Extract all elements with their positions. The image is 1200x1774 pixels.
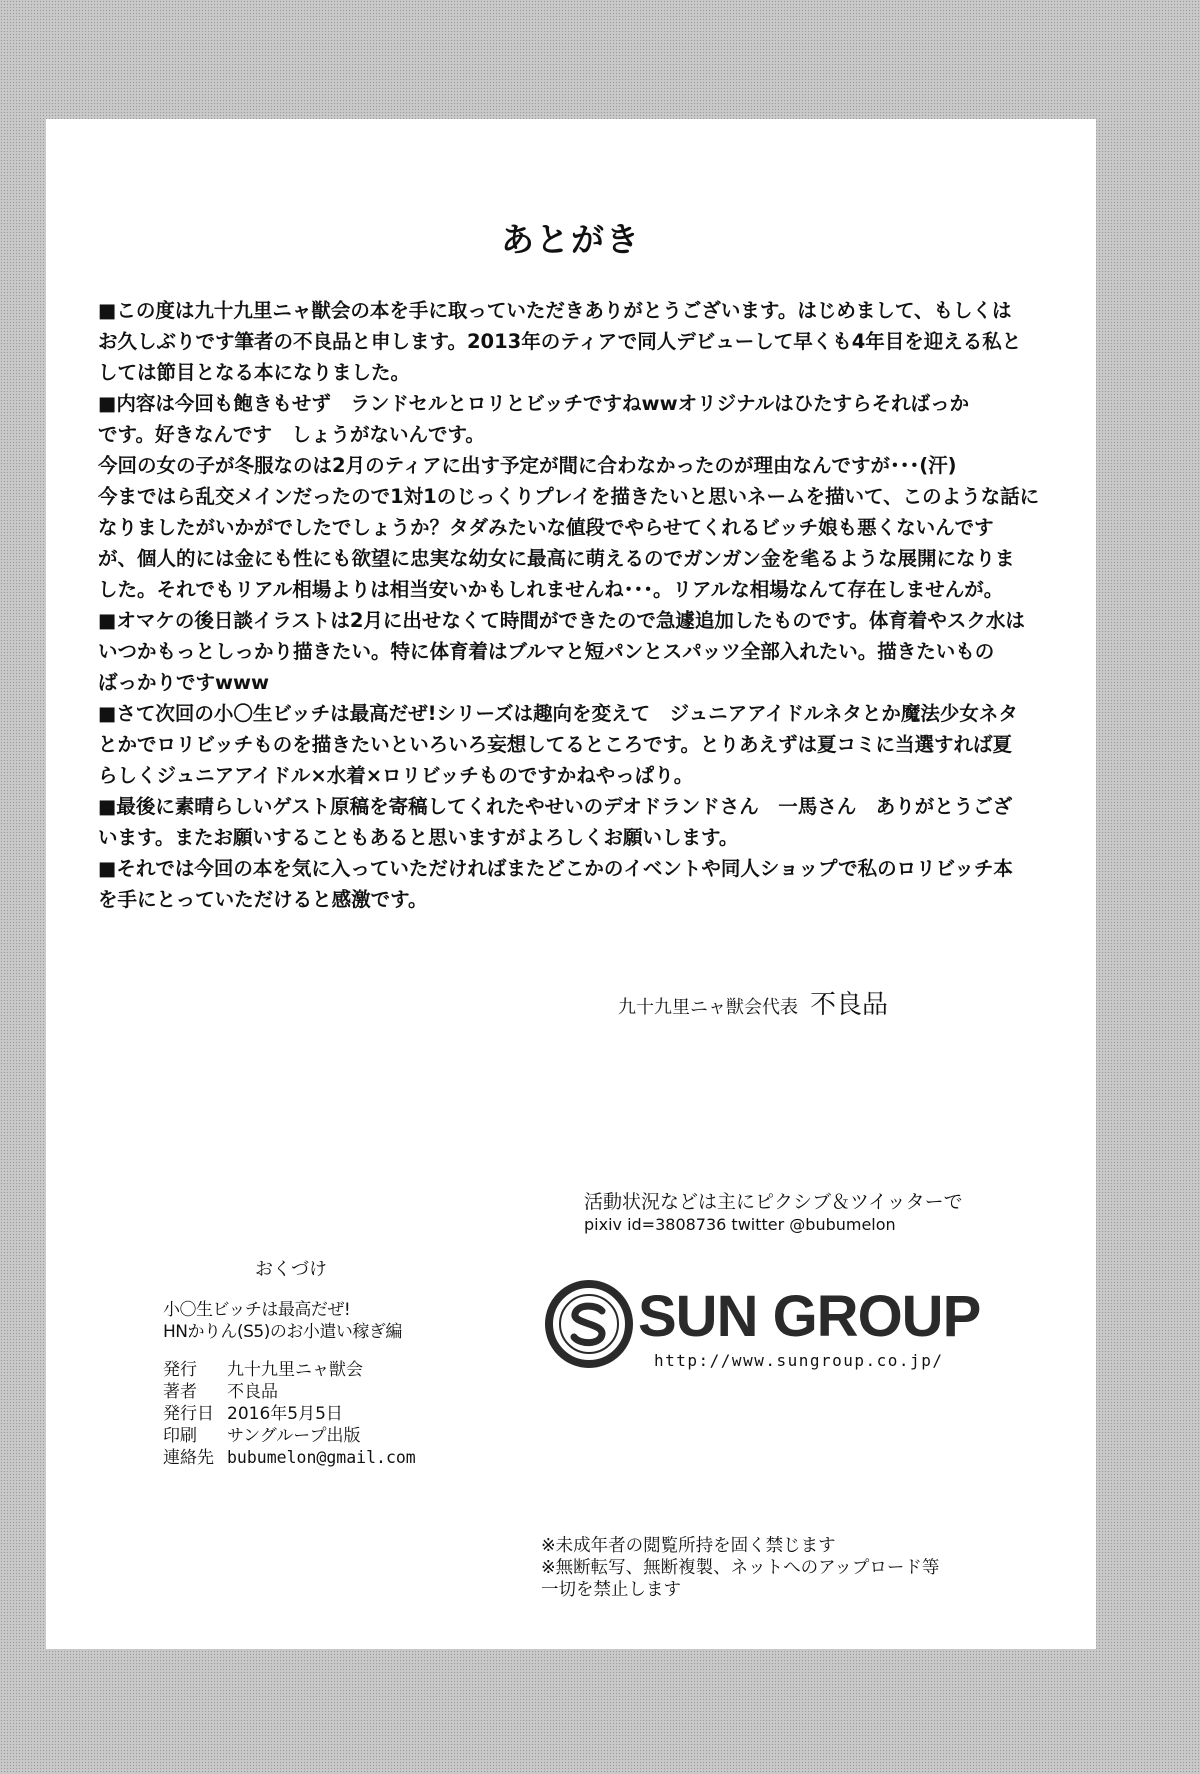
colophon-row — [163, 1359, 543, 1381]
notice-line: ※無断転写、無断複製、ネットへのアップロード等 — [541, 1558, 940, 1578]
colophon-label: 発行日 — [163, 1404, 214, 1424]
logo-wordmark: SUN GROUP — [638, 1284, 981, 1349]
colophon-book-title — [163, 1299, 543, 1343]
colophon — [163, 1257, 543, 1469]
colophon-label: 印刷 — [163, 1426, 197, 1446]
afterword-paragraph: 今回の女の子が冬服なのは2月のティアに出す予定が間に合わなかったのが理由なんですが･･･(汗) 今まではら乱交メインだったので1対1のじっくりプレイを描きたいと思いネームを描いて、このような話に なりましたがいかがでしたでしょうか？タダみたいな値段でやらせてくれるビッチ娘も悪くないんです が、個人的には金にも性にも欲望に忠実な幼女に最高に萌えるのでガンガン金を毟るような展開になりま した。それでもリアル相場よりは相当安いかもしれませんね･･･。リアルな相場なんて存在しませんが。 — [98, 454, 1040, 601]
afterword-paragraph: ■この度は九十九里ニャ獣会の本を手に取っていただきありがとうございます。はじめまして、もしくは お久しぶりです筆者の不良品と申します。2013年のティアで同人デビューして早くも4年目を迎える私と しては節目となる本になりました。 — [98, 299, 1022, 384]
colophon-value: 2016年5月5日 — [227, 1404, 343, 1424]
signature-name: 不良品 — [810, 990, 889, 1020]
colophon-label: 発行 — [163, 1360, 197, 1380]
afterword-paragraph: ■オマケの後日談イラストは2月に出せなくて時間ができたので急遽追加したものです。体育着やスク水は いつかもっとしっかり描きたい。特に体育着はブルマと短パンとスパッツ全部入れたい。描きたいもの ばっかりですwww — [98, 609, 1025, 694]
signature-org: 九十九里ニャ獣会代表 — [618, 997, 798, 1018]
colophon-heading: おくづけ — [255, 1259, 327, 1280]
book-title-line: HNかりん(S5)のお小遣い稼ぎ編 — [163, 1322, 402, 1342]
activity-info — [584, 1190, 963, 1236]
activity-heading: 活動状況などは主にピクシブ＆ツイッターで — [584, 1191, 963, 1213]
colophon-value: サングループ出版 — [227, 1426, 361, 1446]
colophon-label: 連絡先 — [163, 1448, 214, 1468]
afterword-paragraph: ■内容は今回も飽きもせず ランドセルとロリとビッチですねwwオリジナルはひたすらそればっか です。好きなんです しょうがないんです。 — [98, 392, 970, 446]
page-title: あとがき — [501, 220, 641, 259]
notice-line: 一切を禁止します — [541, 1580, 681, 1600]
colophon-value: 九十九里ニャ獣会 — [227, 1360, 363, 1380]
afterword-paragraph: ■それでは今回の本を気に入っていただければまたどこかのイベントや同人ショップで私のロリビッチ本 を手にとっていただけると感激です。 — [98, 857, 1013, 911]
colophon-value: 不良品 — [227, 1382, 278, 1402]
signature — [618, 984, 888, 1021]
colophon-row — [163, 1425, 543, 1447]
colophon-row — [163, 1447, 543, 1469]
sun-group-emblem-icon — [544, 1279, 634, 1369]
activity-ids: pixiv id=3808736 twitter @bubumelon — [584, 1215, 896, 1234]
legal-notices — [541, 1535, 939, 1601]
colophon-label: 著者 — [163, 1382, 197, 1402]
colophon-value: bubumelon@gmail.com — [227, 1448, 416, 1467]
book-title-line: 小〇生ビッチは最高だぜ! — [163, 1300, 351, 1320]
afterword-body — [98, 295, 1078, 915]
colophon-row — [163, 1381, 543, 1403]
notice-line: ※未成年者の閲覧所持を固く禁じます — [541, 1536, 836, 1556]
printer-logo — [544, 1279, 984, 1379]
colophon-row — [163, 1403, 543, 1425]
afterword-page — [46, 119, 1096, 1649]
logo-url: http://www.sungroup.co.jp/ — [654, 1351, 944, 1370]
afterword-paragraph: ■最後に素晴らしいゲスト原稿を寄稿してくれたやせいのデオドランドさん 一馬さん ありがとうござ います。またお願いすることもあると思いますがよろしくお願いします。 — [98, 795, 1013, 849]
afterword-paragraph: ■さて次回の小〇生ビッチは最高だぜ!シリーズは趣向を変えて ジュニアアイドルネタとか魔法少女ネタ とかでロリビッチものを描きたいといろいろ妄想してるところです。とりあえずは夏コミに当選すれば夏 らしくジュニアアイドル×水着×ロリビッチものですかねやっぱり。 — [98, 702, 1018, 787]
colophon-details — [163, 1359, 543, 1469]
